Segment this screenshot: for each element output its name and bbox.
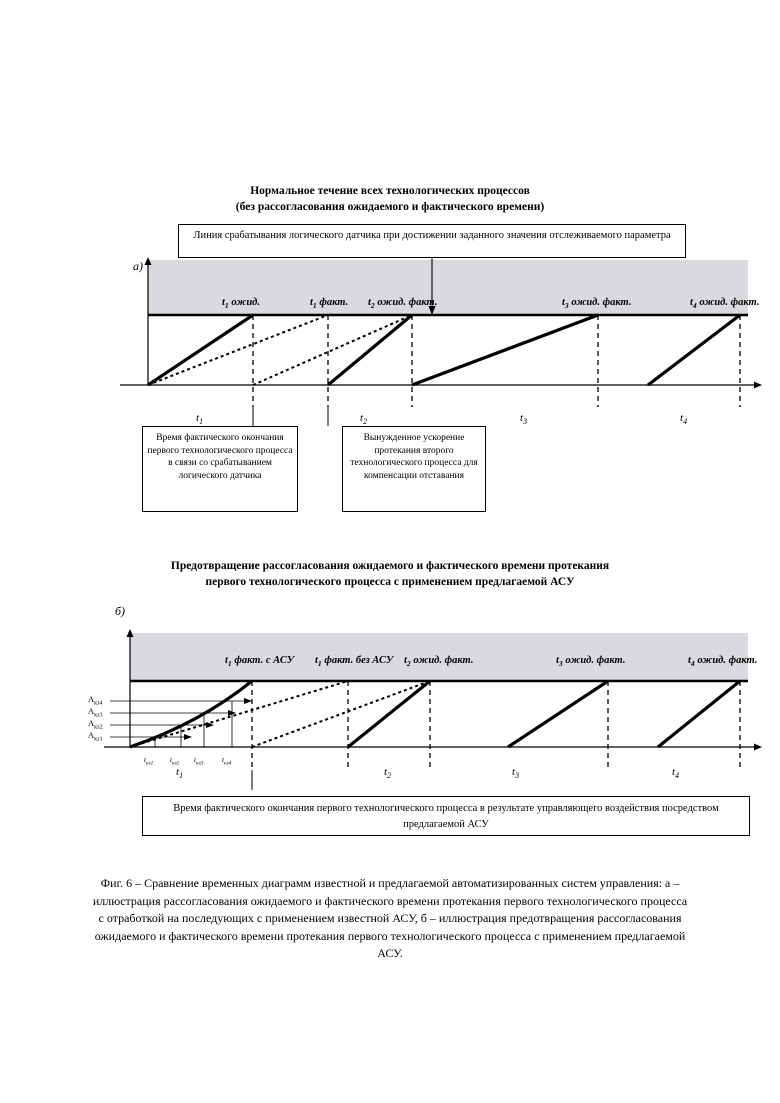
panel-a-title-line2: (без рассогласования ожидаемого и фактического времени): [235, 201, 545, 213]
panel-a-proc2-forced: [328, 315, 412, 385]
panel-b-title-line1: Предотвращение рассогласования ожидаемого и фактического времени протекания: [170, 560, 610, 572]
panel-a-event-label-3: $t_2$ ожид. факт.: [368, 297, 438, 311]
panel-b-amp-arrow-1: [184, 734, 192, 740]
panel-b-timemark-label-4: $t_{кз4}$: [222, 755, 232, 767]
callout-panel-a-second-process: Вынужденное ускорение протекания второго технологического процесса для компенсации отставания: [342, 426, 486, 512]
panel-a-interval-label-2: $t_2$: [360, 412, 368, 427]
panel-b-timemark-label-1: $t_{кз1}$: [144, 755, 154, 767]
figure-caption: Фиг. 6 – Сравнение временных диаграмм известной и предлагаемой автоматизированных систем управления: а – иллюстрация рассогласования ожидаемого и фактического времени протекания первого технологического процесса с отработкой на последующих с применением известной АСУ, б – иллюстрация предотвращения рассогласования ожидаемого и фактического времени протекания первого технологического процесса с применением предлагаемой АСУ.: [92, 876, 688, 960]
panel-a-title-line1: Нормальное течение всех технологических процессов: [250, 185, 530, 197]
panel-a-title: [120, 183, 660, 215]
panel-a-x-arrow: [754, 382, 762, 389]
panel-b-proc3: [508, 681, 608, 747]
panel-b-title: [100, 558, 680, 590]
panel-a-event-label-1: $t_1$ ожид.: [222, 297, 260, 311]
panel-b-event-label-3: $t_2$ ожид. факт.: [404, 655, 474, 669]
panel-a-interval-label-4: $t_4$: [680, 412, 688, 427]
panel-b-title-line2: первого технологического процесса с применением предлагаемой АСУ: [205, 576, 575, 588]
panel-b-event-label-2: $t_1$ факт. без АСУ: [315, 655, 394, 669]
panel-a-proc2-expected: [253, 315, 412, 385]
panel-b-amp-label-2: $A_{кз2}$: [88, 718, 103, 731]
panel-b-interval-label-1: $t_1$: [176, 766, 184, 781]
callout-panel-a-first-process: Время фактического окончания первого технологического процесса в связи со срабатыванием логического датчика: [142, 426, 298, 512]
panel-b-timemark-label-3: $t_{кз3}$: [194, 755, 204, 767]
panel-b-proc2: [348, 681, 430, 747]
panel-b-event-label-4: $t_3$ ожид. факт.: [556, 655, 626, 669]
panel-a-interval-label-3: $t_3$: [520, 412, 528, 427]
callout-sensor-line: Линия срабатывания логического датчика при достижении заданного значения отслеживаемого параметра: [178, 224, 686, 258]
panel-b-interval-label-4: $t_4$: [672, 766, 680, 781]
panel-b-amp-arrow-4: [244, 698, 252, 704]
panel-a-svg: [0, 255, 780, 430]
panel-b-interval-label-2: $t_2$: [384, 766, 392, 781]
panel-b-proc2-dotted: [252, 681, 430, 747]
panel-a-label: а): [133, 259, 143, 273]
callout-panel-b-first-process: Время фактического окончания первого технологического процесса в результате управляющего воздействия посредством предлагаемой АСУ: [142, 796, 750, 836]
panel-b-label: б): [115, 604, 126, 618]
panel-b-amp-label-1: $A_{кз1}$: [88, 730, 103, 743]
panel-b-amp-label-3: $A_{кз3}$: [88, 706, 103, 719]
panel-b-proc4: [658, 681, 740, 747]
panel-a-interval-label-1: $t_1$: [196, 412, 204, 427]
panel-b-event-label-1: $t_1$ факт. с АСУ: [225, 655, 295, 669]
panel-a-event-label-5: $t_4$ ожид. факт.: [690, 297, 760, 311]
panel-a-event-label-2: $t_1$ факт.: [310, 297, 349, 311]
panel-a-proc1-expected: [148, 315, 253, 385]
panel-b-interval-label-3: $t_3$: [512, 766, 520, 781]
panel-b-timemark-label-2: $t_{кз2}$: [170, 755, 180, 767]
panel-b-event-label-5: $t_4$ ожид. факт.: [688, 655, 758, 669]
panel-b-amp-label-4: $A_{кз4}$: [88, 694, 103, 707]
panel-b-x-arrow: [754, 744, 762, 751]
panel-a-chart: [0, 255, 780, 430]
panel-a-event-label-4: $t_3$ ожид. факт.: [562, 297, 632, 311]
